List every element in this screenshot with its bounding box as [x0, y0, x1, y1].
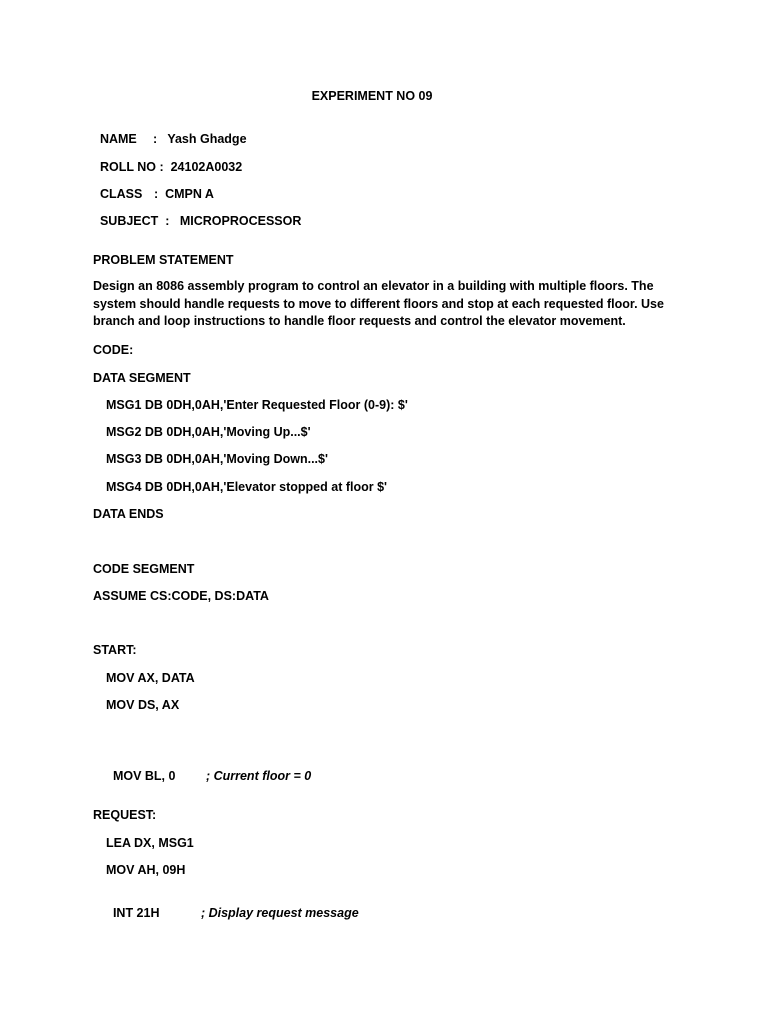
lea-dx-line: LEA DX, MSG1: [106, 836, 194, 850]
start-label-line: START:: [93, 643, 137, 657]
subject-separator: :: [165, 214, 170, 228]
subject-row: [93, 197, 301, 229]
msg3-line: MSG3 DB 0DH,0AH,'Moving Down...$': [106, 452, 328, 466]
roll-separator: :: [159, 160, 164, 174]
class-label: CLASS: [99, 187, 143, 201]
data-segment-line: DATA SEGMENT: [93, 371, 191, 385]
subject-value: MICROPROCESSOR: [179, 214, 302, 228]
mov-ah-line: MOV AH, 09H: [106, 863, 186, 877]
mov-ax-data-line: MOV AX, DATA: [106, 671, 195, 685]
code-segment-line: CODE SEGMENT: [93, 562, 195, 576]
problem-text: Design an 8086 assembly program to control an elevator in a building with multiple floors. The system should handle requests to move to different floors and stop at each requested floor. Use branch and loop instructions to handle floor requests and control the elevator movement.: [93, 279, 664, 328]
class-value: CMPN A: [165, 187, 214, 201]
subject-label: SUBJECT: [99, 214, 159, 228]
mov-bl-instruction: MOV BL, 0: [112, 769, 176, 783]
roll-label: ROLL NO: [99, 160, 156, 174]
problem-heading: PROBLEM STATEMENT: [93, 253, 234, 267]
data-ends-line: DATA ENDS: [93, 507, 164, 521]
class-separator: :: [153, 187, 159, 201]
mov-ds-ax-line: MOV DS, AX: [106, 698, 180, 712]
name-separator: :: [152, 132, 158, 146]
int21-line: [106, 889, 359, 921]
roll-value: 24102A0032: [170, 160, 243, 174]
name-value: Yash Ghadge: [167, 132, 247, 146]
int21-comment: ; Display request message: [200, 906, 359, 920]
name-label: NAME: [99, 132, 137, 146]
request-label-line: REQUEST:: [93, 808, 157, 822]
msg2-line: MSG2 DB 0DH,0AH,'Moving Up...$': [106, 425, 311, 439]
assume-line: ASSUME CS:CODE, DS:DATA: [93, 589, 269, 603]
int21-instruction: INT 21H: [112, 906, 160, 920]
mov-bl-comment: ; Current floor = 0: [205, 769, 312, 783]
msg4-line: MSG4 DB 0DH,0AH,'Elevator stopped at floor $': [106, 480, 387, 494]
code-heading: CODE:: [93, 343, 134, 357]
document-title: EXPERIMENT NO 09: [311, 89, 433, 103]
mov-bl-line: [106, 752, 311, 784]
msg1-line: MSG1 DB 0DH,0AH,'Enter Requested Floor (0-9): $': [106, 398, 408, 412]
